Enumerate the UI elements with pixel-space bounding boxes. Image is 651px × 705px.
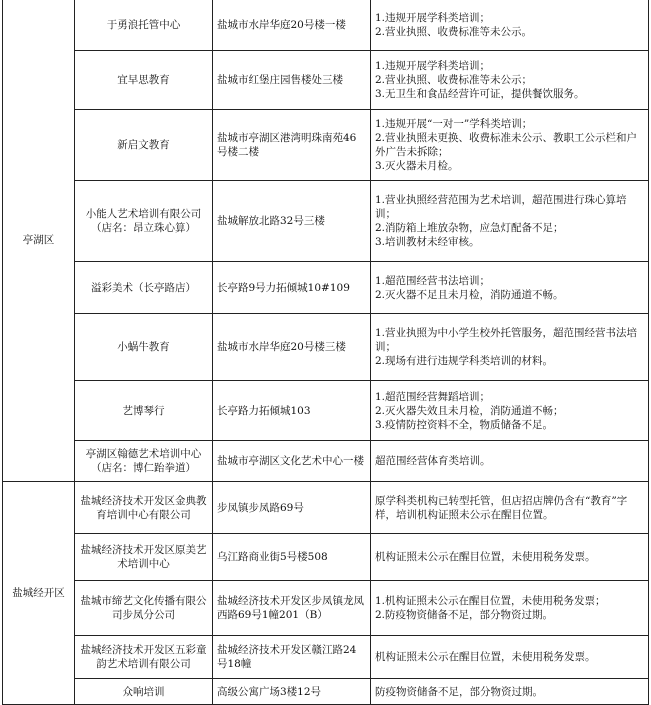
institution-name: 新启文教育 xyxy=(75,110,213,181)
issue-line: 2.灭火器不足且未月检，消防通道不畅。 xyxy=(375,288,564,301)
institution-address: 盐城经济技术开发区步凤镇龙凤西路69号1幢201（B） xyxy=(213,581,371,636)
issue-line: 超范围经营体育类培训。 xyxy=(375,455,491,467)
issue-line: 2.防疫物资储备不足，部分物资过期。 xyxy=(375,609,554,621)
issues-cell xyxy=(371,181,649,262)
institution-name: 小蜗牛教育 xyxy=(75,314,213,381)
institution-name: 宜早思教育 xyxy=(75,51,213,110)
table-row xyxy=(3,51,649,110)
issue-line: 2.灭火器失效且未月检，消防通道不畅； xyxy=(375,404,564,417)
institution-name: 亭湖区翰德艺术培训中心（店名：博仁跆拳道） xyxy=(75,441,213,482)
issues-cell xyxy=(371,110,649,181)
issues-cell xyxy=(371,679,649,705)
issue-line: 1.营业执照为中小学生校外托管服务，超范围经营书法培训； xyxy=(375,327,638,353)
issue-line: 2.现场有进行违规学科类培训的材料。 xyxy=(375,355,554,367)
issue-line: 1.超范围经营书法培训； xyxy=(375,274,491,287)
institution-name: 盐城经济技术开发区原美艺术培训中心 xyxy=(75,534,213,581)
issues-cell xyxy=(371,262,649,314)
issue-line: 机构证照未公示在醒目位置，未使用税务发票。 xyxy=(375,651,596,663)
institution-address: 盐城解放北路32号三楼 xyxy=(213,181,371,262)
issues-cell xyxy=(371,0,649,51)
issue-line: 1.违规开展学科类培训； xyxy=(375,60,491,72)
institution-address: 盐城市红堡庄园售楼处三楼 xyxy=(213,51,371,110)
issue-line: 1.违规开展“一对一”学科类培训； xyxy=(375,118,533,130)
institution-name: 盐城市缔艺文化传播有限公司步凤分公司 xyxy=(75,581,213,636)
institution-address: 盐城市水岸华庭20号楼一楼 xyxy=(213,0,371,51)
institution-address: 盐城市亭湖区港湾明珠南苑46号楼二楼 xyxy=(213,110,371,181)
issues-cell xyxy=(371,581,649,636)
table-row xyxy=(3,110,649,181)
institution-address: 长亭路力拓倾城103 xyxy=(213,381,371,441)
inspection-table xyxy=(2,0,649,705)
issue-line: 3.灭火器未月检。 xyxy=(375,160,459,172)
issues-cell xyxy=(371,482,649,534)
issues-cell xyxy=(371,381,649,441)
issue-line: 3.无卫生和食品经营许可证，提供餐饮服务。 xyxy=(375,88,585,100)
issue-line: 3.疫情防控资料不全，物质储备不足。 xyxy=(375,418,554,431)
institution-name: 艺博琴行 xyxy=(75,381,213,441)
institution-name: 于勇浪托管中心 xyxy=(75,0,213,51)
issue-line: 1.机构证照未公示在醒目位置，未使用税务发票； xyxy=(375,595,606,607)
table-row xyxy=(3,381,649,441)
institution-address: 盐城经济技术开发区赣江路24号18幢 xyxy=(213,636,371,679)
issues-cell xyxy=(371,314,649,381)
table-row xyxy=(3,534,649,581)
issue-line: 3.培训教材未经审核。 xyxy=(375,236,480,248)
institution-name: 盐城经济技术开发区金典教育培训中心有限公司 xyxy=(75,482,213,534)
table-row xyxy=(3,679,649,705)
issues-cell xyxy=(371,441,649,482)
table-row xyxy=(3,441,649,482)
institution-address: 盐城市水岸华庭20号楼三楼 xyxy=(213,314,371,381)
table-row xyxy=(3,482,649,534)
issue-line: 1.违规开展学科类培训； xyxy=(375,11,491,24)
institution-name: 众响培训 xyxy=(75,679,213,705)
institution-name: 盐城经济技术开发区五彩童韵艺术培训有限公司 xyxy=(75,636,213,679)
district-cell: 盐城经开区 xyxy=(3,482,75,705)
issues-cell xyxy=(371,534,649,581)
table-row xyxy=(3,581,649,636)
institution-address: 盐城市亭湖区文化艺术中心一楼 xyxy=(213,441,371,482)
issue-line: 2.营业执照、收费标准等未公示。 xyxy=(375,25,533,38)
issues-cell xyxy=(371,51,649,110)
issue-line: 1.超范围经营舞蹈培训； xyxy=(375,390,491,403)
institution-address: 乌江路商业街5号楼508 xyxy=(213,534,371,581)
issue-line: 1.营业执照经营范围为艺术培训，超范围进行珠心算培训； xyxy=(375,194,627,220)
issue-line: 2.营业执照未更换、收费标准未公示、教职工公示栏和户外广告未拆除； xyxy=(375,132,638,158)
issue-line: 机构证照未公示在醒目位置，未使用税务发票。 xyxy=(375,551,596,563)
institution-address: 步凤镇步凤路69号 xyxy=(213,482,371,534)
institution-name: 溢彩美术（长亭路店） xyxy=(75,262,213,314)
district-cell: 亭湖区 xyxy=(3,0,75,482)
institution-address: 长亭路9号力拓倾城10#109 xyxy=(213,262,371,314)
issues-cell xyxy=(371,636,649,679)
issue-line: 2.消防箱上堆放杂物，应急灯配备不足； xyxy=(375,222,564,234)
institution-name: 小能人艺术培训有限公司（店名：昂立珠心算） xyxy=(75,181,213,262)
table-row xyxy=(3,262,649,314)
table-row xyxy=(3,0,649,51)
table-row xyxy=(3,636,649,679)
table-row xyxy=(3,314,649,381)
issue-line: 原学科类机构已转型托管，但店招店牌仍含有“教育”字样，培训机构证照未公示在醒目位置。 xyxy=(375,494,628,521)
table-row xyxy=(3,181,649,262)
issue-line: 2.营业执照、收费标准等未公示； xyxy=(375,74,533,86)
institution-address: 高级公寓广场3楼12号 xyxy=(213,679,371,705)
issue-line: 防疫物资储备不足，部分物资过期。 xyxy=(375,685,543,698)
